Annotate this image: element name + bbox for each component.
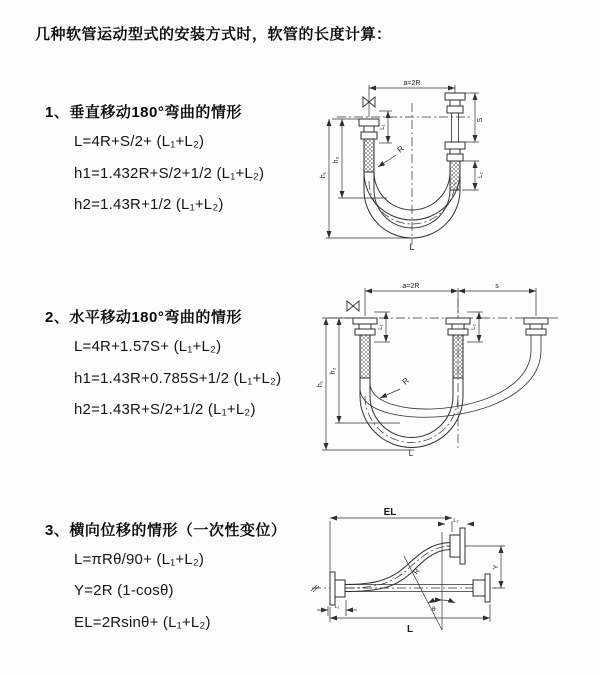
hose-u-position2 <box>360 350 541 417</box>
right-fitting <box>524 318 548 335</box>
dim-span <box>365 288 536 316</box>
section-3-formula-Y: Y=2R (1-cosθ) <box>74 582 174 599</box>
section-2-formula-h2: h2=1.43R+S/2+1/2 (L₁+L₂) <box>74 401 256 418</box>
dim-label-L1: L₁ <box>378 324 384 330</box>
section-3-formula-EL: EL=2Rsinθ+ (L₁+L₂) <box>74 614 211 631</box>
section-1-heading: 1、垂直移动180°弯曲的情形 <box>45 104 242 121</box>
dim-EL <box>330 518 452 572</box>
dim-label-L1: L₁ <box>334 604 340 610</box>
right-flange <box>473 574 490 602</box>
middle-braid-section <box>453 335 463 378</box>
length-label: L <box>409 242 415 252</box>
dim-S <box>465 93 479 142</box>
section-1-formula-h2: h2=1.43R+1/2 (L₁+L₂) <box>74 196 224 213</box>
page-title: 几种软管运动型式的安装方式时，软管的长度计算： <box>35 26 392 43</box>
section-2-heading: 2、水平移动180°弯曲的情形 <box>45 309 242 326</box>
dim-label-L1: L₁ <box>380 124 386 130</box>
left-braid-section <box>360 335 370 378</box>
dim-label-L2: L₂ <box>471 324 477 330</box>
right-fitting-lower <box>445 142 465 161</box>
dim-label-shift: s <box>495 283 499 290</box>
middle-fitting <box>446 318 470 335</box>
hose-u-position1 <box>360 396 463 448</box>
dim-label-S: S <box>477 117 484 123</box>
valve-icon <box>347 301 359 311</box>
left-fitting <box>353 318 377 335</box>
right-pipe-stem <box>531 335 541 350</box>
section-1-formula-L: L=4R+S/2+ (L₁+L₂) <box>74 133 205 150</box>
radius-leader <box>380 389 400 398</box>
dim-label-EL: EL <box>383 507 397 518</box>
diagram-lateral-displacement <box>300 502 600 644</box>
dim-label-h1: h₁ <box>320 171 327 179</box>
length-label: L <box>408 449 414 458</box>
length-label: L <box>406 624 414 635</box>
dim-L <box>330 604 490 622</box>
dim-label-span: a=2R <box>402 283 420 290</box>
diagram-vertical-180-bend <box>312 75 584 255</box>
left-pipe-walls <box>360 378 370 396</box>
axis-break-mark <box>311 585 319 592</box>
dim-label-L2: L₂ <box>478 172 484 178</box>
dim-h2 <box>338 119 387 198</box>
left-braid-section <box>364 139 374 172</box>
section-3-heading: 3、横向位移的情形（一次性变位） <box>45 522 287 539</box>
section-3-formula-L: L=πRθ/90+ (L₁+L₂) <box>74 551 205 568</box>
radius-label: R <box>411 566 422 577</box>
left-fitting <box>359 119 379 139</box>
section-1-formula-h1: h1=1.432R+S/2+1/2 (L₁+L₂) <box>74 165 265 182</box>
dim-label-h2: h₂ <box>330 367 337 375</box>
radius-construction <box>404 532 455 630</box>
angle-label: θ <box>432 606 436 613</box>
dim-label-Y: Y <box>493 564 500 570</box>
top-right-flange <box>450 528 465 564</box>
dim-L2 <box>462 161 479 190</box>
dim-label-span: a=2R <box>403 80 421 87</box>
dim-label-L2: L₂ <box>453 518 459 524</box>
dim-label-h2: h₂ <box>333 156 340 164</box>
radius-label: R <box>395 143 406 155</box>
radius-leader <box>378 155 396 167</box>
dim-span <box>369 85 455 117</box>
section-2-formula-h1: h1=1.43R+0.785S+1/2 (L₁+L₂) <box>74 370 282 387</box>
section-2-formula-L: L=4R+1.57S+ (L₁+L₂) <box>74 338 222 355</box>
dim-label-h1: h₁ <box>317 380 324 388</box>
radius-label: R <box>400 375 411 387</box>
right-fitting-upper <box>445 93 465 113</box>
diagram-horizontal-180-bend <box>308 278 600 458</box>
left-flange <box>330 572 345 605</box>
